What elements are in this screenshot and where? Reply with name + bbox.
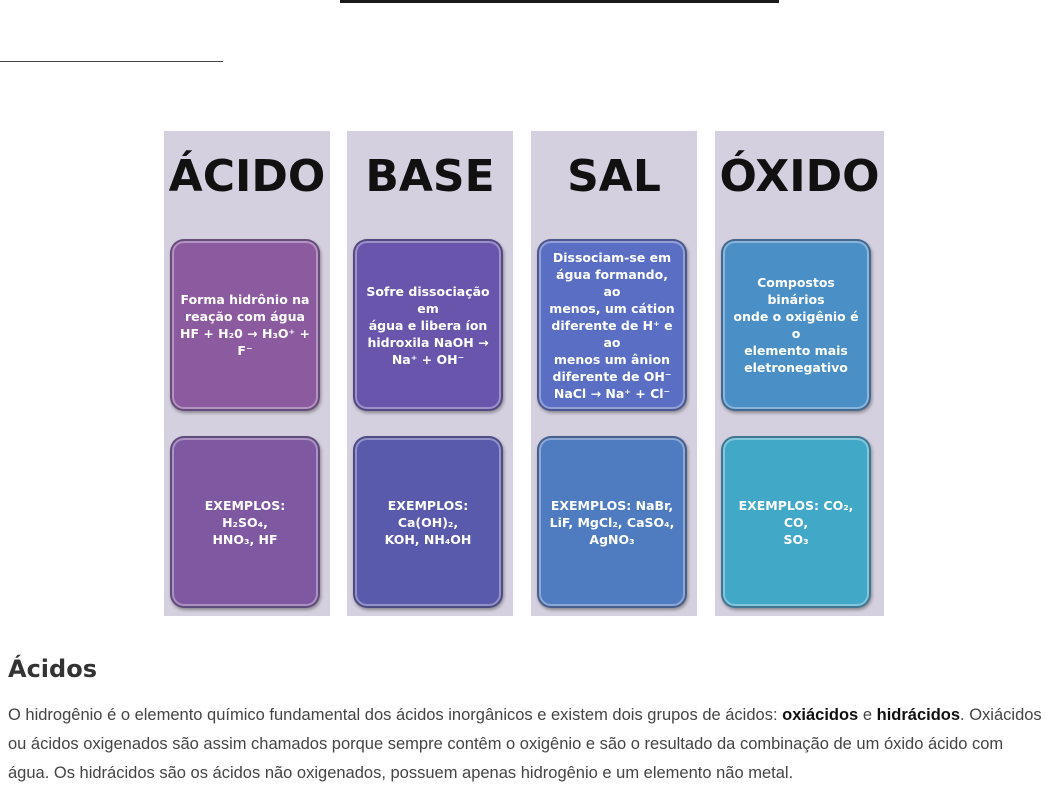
top-divider xyxy=(340,0,779,3)
definition-card: Forma hidrônio na reação com água HF + H₂0 → H₃O⁺ + F⁻ xyxy=(170,239,320,411)
paragraph-text: O hidrogênio é o elemento químico fundamental dos ácidos inorgânicos e existem dois grupos de ácidos: xyxy=(8,706,783,724)
definition-card: Dissociam-se em água formando, ao menos, um cátion diferente de H⁺ e ao menos um ânion diferente de OH⁻ NaCl → Na⁺ + Cl⁻ xyxy=(537,239,687,411)
definition-card: Compostos binários onde o oxigênio é o elemento mais eletronegativo xyxy=(721,239,871,411)
paragraph-text: e xyxy=(858,706,877,724)
examples-card: EXEMPLOS: Ca(OH)₂, KOH, NH₄OH xyxy=(353,436,503,608)
column-base xyxy=(347,131,513,616)
column-title: BASE xyxy=(365,151,495,202)
examples-card: EXEMPLOS: NaBr, LiF, MgCl₂, CaSO₄, AgNO₃ xyxy=(537,436,687,608)
paragraph-text: . xyxy=(960,706,965,724)
inorganic-functions-infographic xyxy=(164,131,884,616)
term-oxiacidos: oxiácidos xyxy=(782,706,859,724)
paragraph-text: Oxiácidos ou ácidos oxigenados são assim chamados porque sempre contêm o oxigênio e são o resultado da combinação de um óxido ácido com água. Os hidrácidos são os ácidos não oxigenados, possuem apenas hidrogênio e um elemento não metal. xyxy=(8,706,1042,782)
column-sal xyxy=(531,131,697,616)
section-paragraph xyxy=(8,701,1044,788)
column-title: SAL xyxy=(567,151,661,202)
section-divider xyxy=(0,61,223,62)
definition-card: Sofre dissociação em água e libera íon hidroxila NaOH → Na⁺ + OH⁻ xyxy=(353,239,503,411)
examples-card: EXEMPLOS: CO₂, CO, SO₃ xyxy=(721,436,871,608)
examples-card: EXEMPLOS: H₂SO₄, HNO₃, HF xyxy=(170,436,320,608)
column-title: ÓXIDO xyxy=(719,151,880,202)
column-acido xyxy=(164,131,330,616)
column-oxido xyxy=(715,131,884,616)
column-title: ÁCIDO xyxy=(168,151,326,202)
term-hidracidos: hidrácidos xyxy=(876,706,961,724)
section-heading: Ácidos xyxy=(8,655,97,683)
